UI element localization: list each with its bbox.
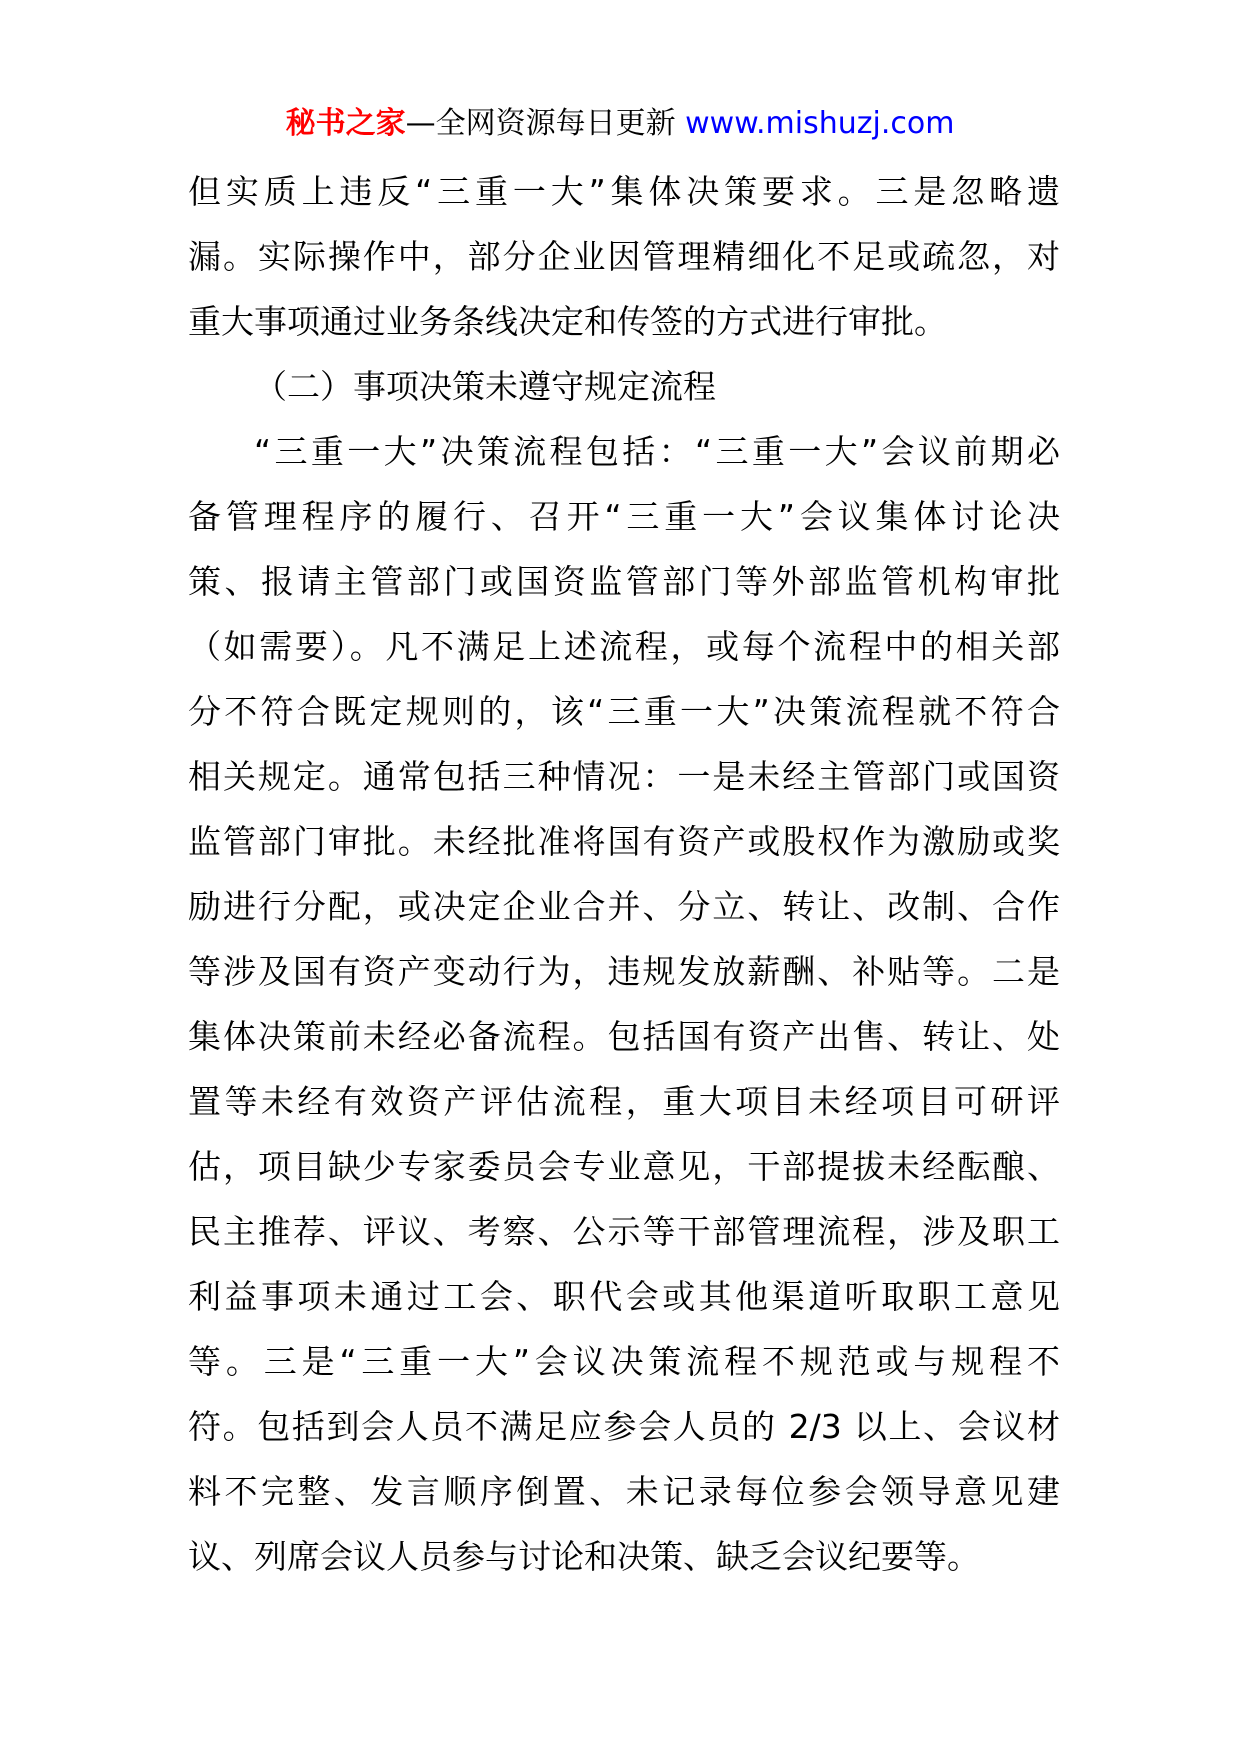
text-line: 置等未经有效资产评估流程，重大项目未经项目可研评 (188, 1082, 1060, 1121)
text-line: 策、报请主管部门或国资监管部门等外部监管机构审批 (188, 562, 1060, 601)
document-body (188, 159, 1060, 1589)
page-header (0, 100, 1240, 148)
text-line: 分不符合既定规则的，该“三重一大”决策流程就不符合 (188, 692, 1060, 731)
text-line: 估，项目缺少专家委员会专业意见，干部提拔未经酝酿、 (188, 1147, 1060, 1186)
section-heading (188, 354, 1060, 419)
text-line: 民主推荐、评议、考察、公示等干部管理流程，涉及职工 (188, 1212, 1060, 1251)
paragraph (188, 419, 1060, 1589)
site-url-link[interactable]: www.mishuzj.com (685, 106, 955, 141)
text-line: 励进行分配，或决定企业合并、分立、转让、改制、合作 (188, 887, 1060, 926)
paragraph (188, 159, 1060, 354)
text-line: 备管理程序的履行、召开“三重一大”会议集体讨论决 (188, 497, 1060, 536)
header-tagline: —全网资源每日更新 (405, 106, 686, 141)
text-line: 漏。实际操作中，部分企业因管理精细化不足或疏忽，对 (188, 237, 1060, 276)
heading-line: （二）事项决策未遵守规定流程 (254, 367, 716, 406)
text-line: 重大事项通过业务条线决定和传签的方式进行审批。 (188, 302, 947, 341)
text-line: 利益事项未通过工会、职代会或其他渠道听取职工意见 (188, 1277, 1060, 1316)
text-line: （如需要）。凡不满足上述流程，或每个流程中的相关部 (188, 627, 1060, 666)
text-line: 但实质上违反“三重一大”集体决策要求。三是忽略遗 (188, 172, 1060, 211)
text-line: 等涉及国有资产变动行为，违规发放薪酬、补贴等。二是 (188, 952, 1060, 991)
text-line: 议、列席会议人员参与讨论和决策、缺乏会议纪要等。 (188, 1537, 980, 1576)
text-line: 集体决策前未经必备流程。包括国有资产出售、转让、处 (188, 1017, 1060, 1056)
text-line: 符。包括到会人员不满足应参会人员的 2/3 以上、会议材 (188, 1407, 1060, 1446)
text-line: 等。三是“三重一大”会议决策流程不规范或与规程不 (188, 1342, 1060, 1381)
brand-name: 秘书之家 (285, 106, 406, 141)
text-line: 相关规定。通常包括三种情况：一是未经主管部门或国资 (188, 757, 1060, 796)
text-line: “三重一大”决策流程包括：“三重一大”会议前期必 (254, 432, 1060, 471)
text-line: 料不完整、发言顺序倒置、未记录每位参会领导意见建 (188, 1472, 1060, 1511)
text-line: 监管部门审批。未经批准将国有资产或股权作为激励或奖 (188, 822, 1060, 861)
